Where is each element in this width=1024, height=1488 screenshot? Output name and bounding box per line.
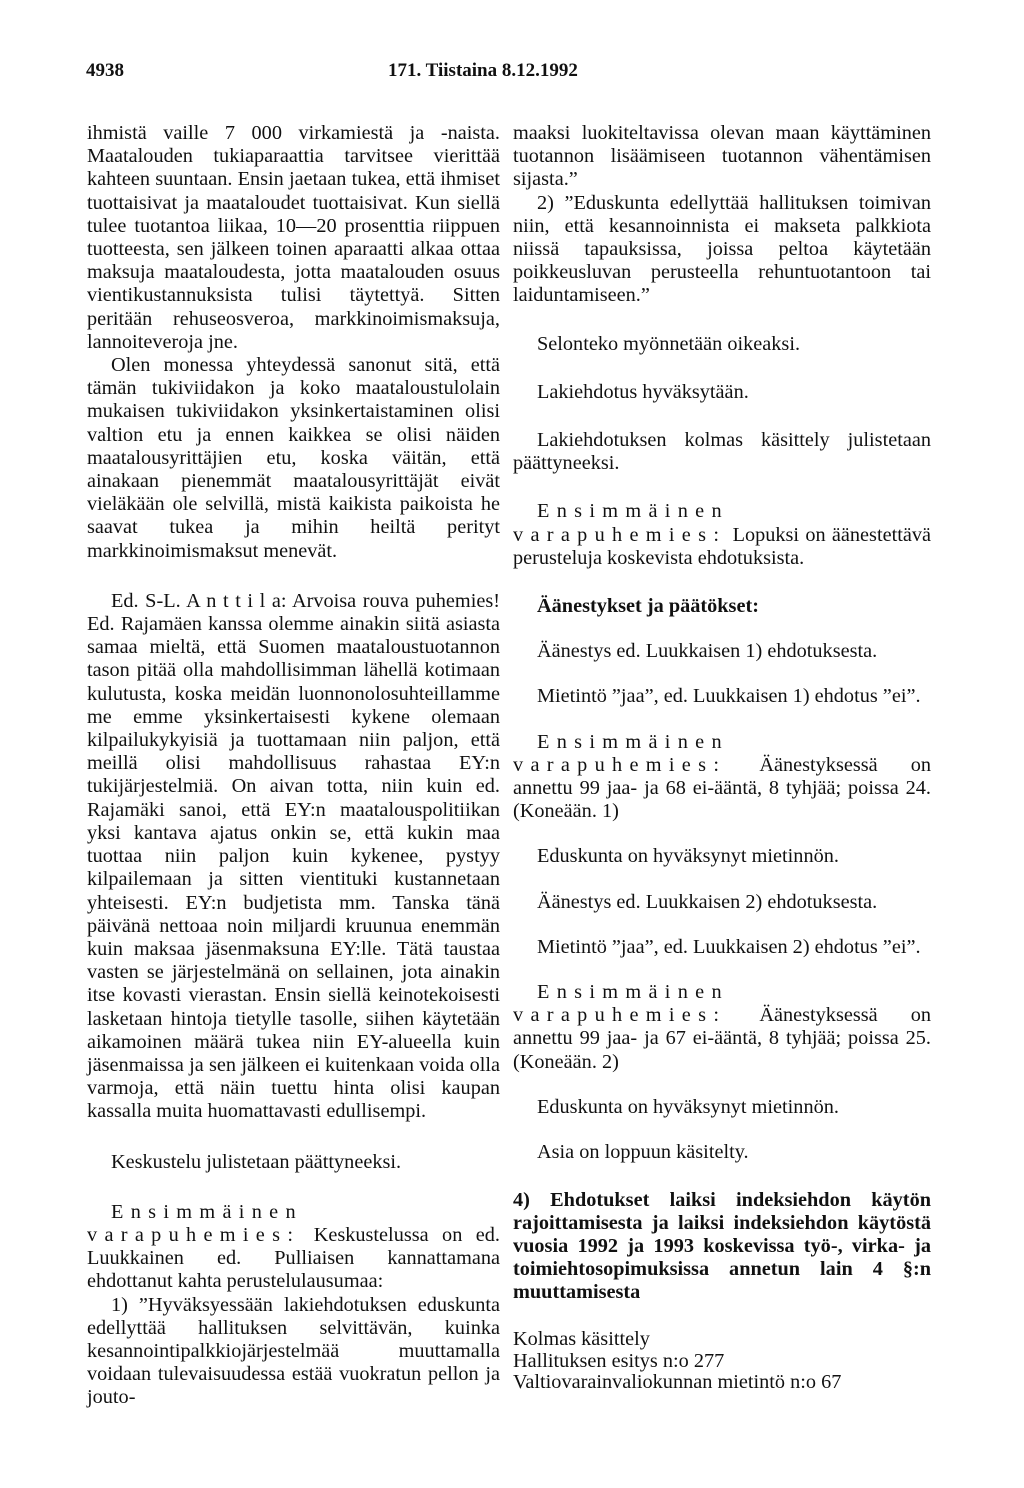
speech-text: Lopuksi on äänestettävä perusteluja koskevista ehdotuksista.	[513, 523, 931, 569]
speaker-name: Ensimmäinen varapuhemies:	[513, 981, 729, 1027]
paragraph: Eduskunta on hyväksynyt mietinnön.	[537, 845, 839, 868]
speech-paragraph	[87, 590, 500, 1124]
speaker-name: Ensimmäinen varapuhemies:	[513, 500, 729, 546]
page-header	[86, 60, 936, 90]
speech-text: : Arvoisa rouva puhemies! Ed. Rajamäen kanssa olemme ainakin siitä asiasta samaa mieltä, että Suomen maataloustuotannon tason pitää olla mahdollisimman lähellä kotimaan kulutusta, koska meidän luonnonolosuhteillamme me emme yksinkertaisesti kykene olemaan kilpailukykyisiä ja tuottamaan niin paljon, että meillä olisi mahdollisuus rahastaa EY:n tukijärjestelmiä. On aivan totta, niin kuin ed. Rajamäki sanoi, että EY:n maatalouspolitiikan yksi kantava ajatus onkin se, että kukin maa tuottaa niin paljon kuin kykenee, pystyy kilpailemaan ja sitten vientituki kustannetaan yhteisesti. EY:n budjetista mm. Tanska tänä päivänä nettoaa noin miljardi kruunua enemmän kuin maksaa jäsenmaksuna EY:lle. Tätä taustaa vasten se järjestelmänä on sellainen, jota ainakin itse kovasti vierastan. Ensin siellä keinotekoisesti lasketaan hintoja tietylle tasolle, siihen käytetään aikamoinen määrä tukea niin EY-alueella kuin jäsenmaissa ja sen jälkeen ei kuitenkaan voida olla varmoja, että näin tuettu hinta olisi kaupan kassalla muita huomattavasti edullisempi.	[87, 589, 500, 1123]
speech-text: Keskustelussa on ed. Luukkainen ed. Pulliaisen kannattamana ehdottanut kahta perustelulausumaa:	[87, 1223, 500, 1293]
paragraph: maaksi luokiteltavissa olevan maan käyttäminen tuotannon lisäämiseen tuotannon vähentämisen sijasta.”	[513, 122, 931, 191]
speech-text: Äänestyksessä on annettu 99 jaa- ja 67 ei-ääntä, 8 tyhjää; poissa 25. (Koneään. 2)	[513, 1004, 931, 1073]
paragraph: Mietintö ”jaa”, ed. Luukkaisen 2) ehdotus ”ei”.	[537, 935, 921, 958]
paragraph: Keskustelu julistetaan päättyneeksi.	[111, 1150, 402, 1173]
speech-paragraph	[87, 1201, 500, 1294]
paragraph: Selonteko myönnetään oikeaksi.	[537, 332, 801, 355]
paragraph: Olen monessa yhteydessä sanonut sitä, että tämän tukiviidakon ja koko maataloustulolain mukaisen tukiviidakon yksinkertaistaminen olisi valtion etu ja ennen kaikkea se olisi näiden maatalousyrittäjien etu, koska väitän, että ainakaan pienemmät maatalousyrittäjät eivät vieläkään ole selvillä, mistä kaikista paikoista he saavat tukea ja mihin heiltä perityt markkinoimismaksut menevät.	[87, 354, 500, 562]
paragraph: ihmistä vaille 7 000 virkamiestä ja -naista. Maatalouden tukiaparaattia tarvitsee vierittää kahteen suuntaan. Ensin jaetaan tukea, että ihmiset tuottaisivat ja maataloudet tuottaisivat. Kun siellä tulee tuotantoa liikaa, 10—20 prosenttia riippuen tuotteesta, sen jälkeen toinen aparaatti alkaa ottaa maksuja maataloudesta, jotta maatalouden osuus vientikustannuksista tulisi täytettyä. Sitten peritään rehuseosveroa, markkinoimismaksuja, lannoiteveroja jne.	[87, 122, 500, 353]
paragraph: Eduskunta on hyväksynyt mietinnön.	[537, 1095, 839, 1118]
page-number: 4938	[86, 60, 124, 81]
issue-title: 171. Tiistaina 8.12.1992	[388, 60, 578, 81]
agenda-item-line: Kolmas käsittely	[513, 1328, 650, 1351]
right-column	[513, 122, 931, 1394]
paragraph: Lakiehdotus hyväksytään.	[537, 380, 749, 403]
paragraph: Äänestys ed. Luukkaisen 2) ehdotuksesta.	[537, 890, 878, 913]
paragraph: Asia on loppuun käsitelty.	[537, 1141, 749, 1164]
speaker-name: Ed. S-L. A n t t i l a	[111, 589, 281, 612]
left-column	[87, 122, 500, 1410]
paragraph: Äänestys ed. Luukkaisen 1) ehdotuksesta.	[537, 640, 878, 663]
speech-paragraph	[513, 500, 931, 570]
paragraph: 2) ”Eduskunta edellyttää hallituksen toimivan niin, että kesannoinnista ei makseta palkkiota niissä tapauksissa, joissa peltoa käytetään poikkeusluvan perusteella rehuntuotantoon tai laiduntamiseen.”	[513, 191, 931, 307]
votes-heading: Äänestykset ja päätökset:	[537, 595, 759, 618]
paragraph: Mietintö ”jaa”, ed. Luukkaisen 1) ehdotus ”ei”.	[537, 685, 921, 708]
agenda-item-title: 4) Ehdotukset laiksi indeksiehdon käytön rajoittamisesta ja laiksi indeksiehdon käytöstä vuosia 1992 ja 1993 koskevissa työ-, virka- ja toimiehtosopimuksissa annetun lain 4 §:n muuttamisesta	[513, 1189, 931, 1304]
speaker-name: Ensimmäinen varapuhemies:	[87, 1200, 303, 1246]
agenda-item-line: Valtiovarainvaliokunnan mietintö n:o 67	[513, 1371, 842, 1394]
speaker-name: Ensimmäinen varapuhemies:	[513, 730, 729, 776]
agenda-item-line: Hallituksen esitys n:o 277	[513, 1349, 725, 1372]
paragraph: 1) ”Hyväksyessään lakiehdotuksen eduskunta edellyttää hallituksen selvittävän, kuinka kesannointipalkkiojärjestelmää muuttamalla voidaan tulevaisuudessa estää vuokratun pellon ja jouto-	[87, 1293, 500, 1409]
speech-paragraph	[513, 731, 931, 824]
speech-text: Äänestyksessä on annettu 99 jaa- ja 68 ei-ääntä, 8 tyhjää; poissa 24. (Koneään. 1)	[513, 753, 931, 823]
paragraph: Lakiehdotuksen kolmas käsittely julistetaan päättyneeksi.	[513, 429, 931, 475]
speech-paragraph	[513, 981, 931, 1074]
